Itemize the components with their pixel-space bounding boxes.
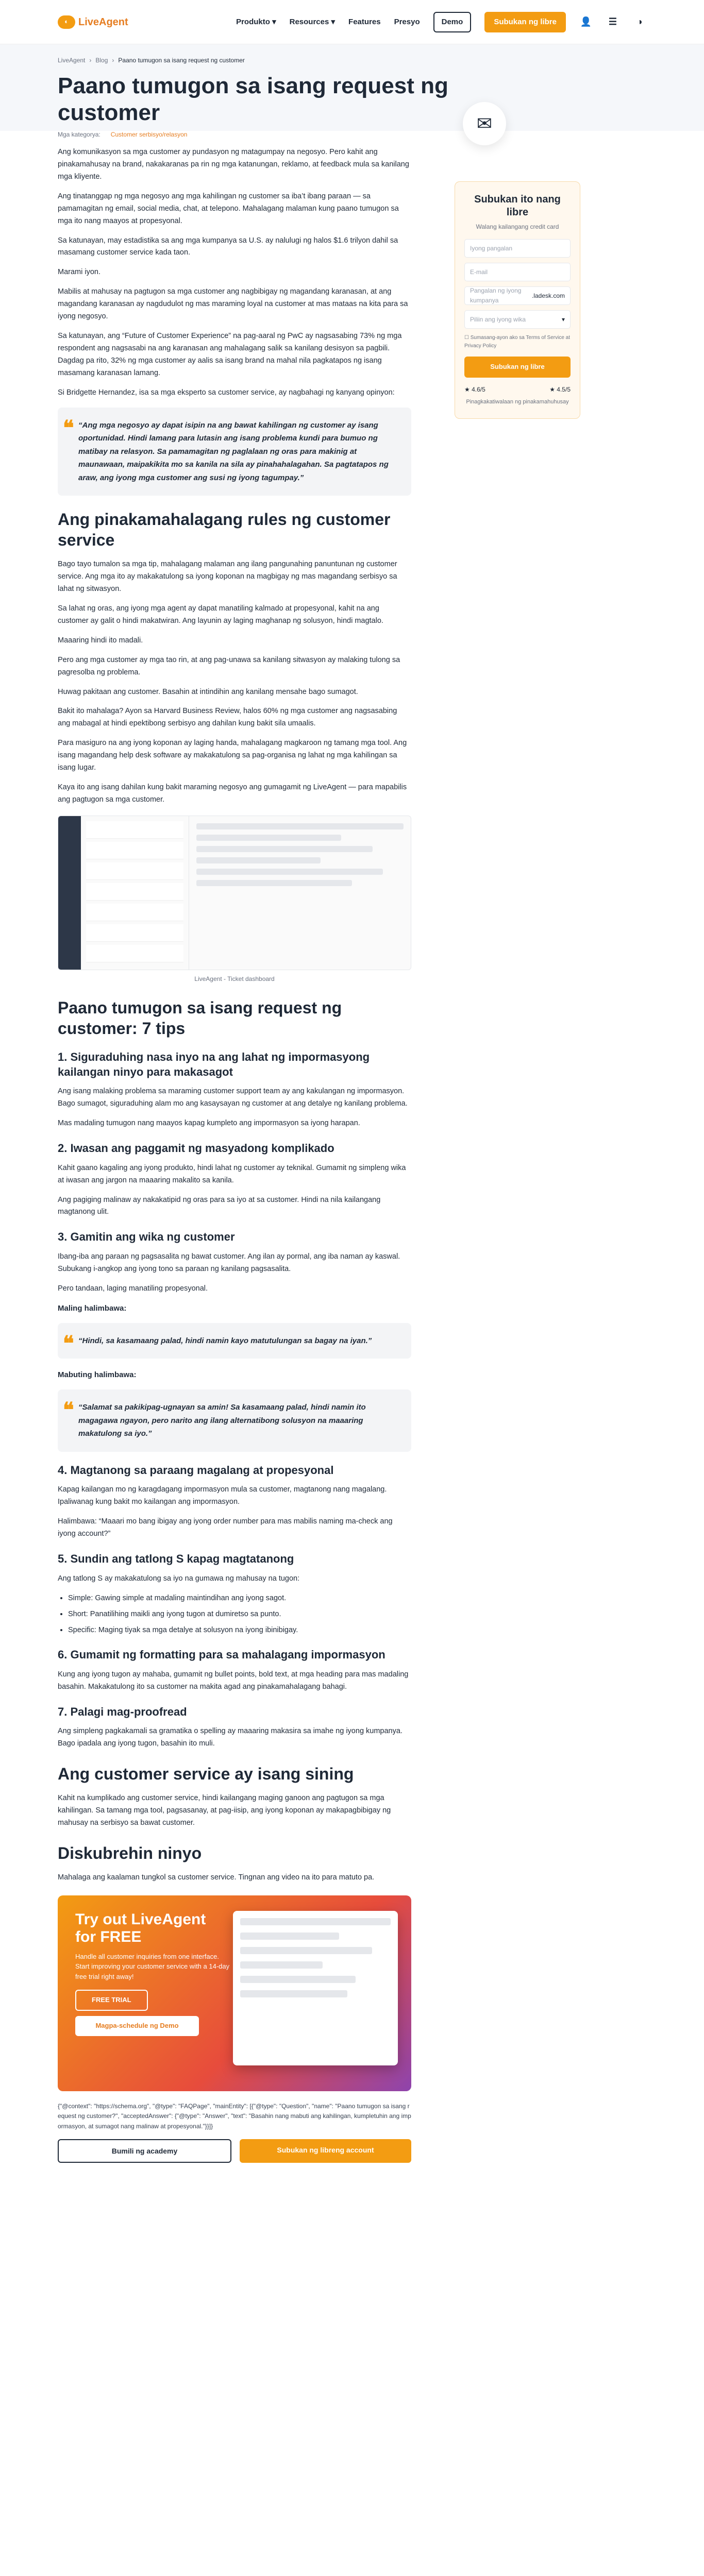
crumb-blog[interactable]: Blog [95, 57, 108, 64]
nav-resources[interactable]: Resources ▾ [289, 17, 336, 26]
domain-suffix: .ladesk.com [531, 292, 565, 299]
trial-button[interactable]: Subukan ng libre [484, 12, 566, 32]
section-heading: Diskubrehin ninyo [58, 1843, 202, 1862]
quote-block [58, 1323, 411, 1359]
figure-caption: LiveAgent - Ticket dashboard [194, 975, 275, 982]
tip-heading: 7. Palagi mag-proofread [58, 1705, 187, 1718]
nav-features[interactable]: Features [348, 17, 381, 26]
paragraph: Ang komunikasyon sa mga customer ay pundasyon ng matagumpay na negosyo. Pero kahit ang pinakamahusay na brand, nakakaranas pa rin ng mga katanungan, reklamo, at feedback mula sa kanilang mga kliyente. [58, 148, 409, 181]
paragraph: Para masiguro na ang iyong koponan ay laging handa, mahalagang magkaroon ng tamang mga tool. Ang isang magandang help desk software ay makakatulong sa pag-organisa ng lahat ng mga kahilingan sa isang lugar. [58, 739, 407, 772]
example-label: Maling halimbawa: [58, 1303, 127, 1313]
banner-text: Handle all customer inquiries from one interface. Start improving your customer service with a 14-day free trial right away! [75, 1952, 230, 1980]
paragraph: Marami iyon. [58, 268, 100, 277]
cta-row [58, 2139, 411, 2163]
hero [0, 44, 704, 134]
paragraph: Ang tinatanggap ng mga negosyo ang mga kahilingan ng customer sa iba’t ibang paraan — sa pamamagitan ng email, social media, chat, at telepono. Mahalagang malaman kung paano tumugon sa mga ito nang maayos at propesyonal. [58, 192, 399, 225]
schema-text: {"@context": "https://schema.org", "@type": "FAQPage", "mainEntity": [{"@type": "Question", "name": "Paano tumugon sa isang request ng customer?", "acceptedAnswer": {"@type": "Answer", "text": "Basahin nang mabuti ang kahilingan, kumpletuhin ang impormasyon, at sumagot nang malinaw at propesyonal."}}]} [58, 2102, 411, 2130]
article [58, 146, 411, 2163]
paragraph: Bago tayo tumalon sa mga tip, mahalagang malaman ang ilang pangunahing panuntunan ng customer service. Ang mga ito ay makakatulong sa iyong koponan na magbigay ng mas magandang serbisyo sa lahat ng sitwasyon. [58, 560, 397, 594]
paragraph: Kung ang iyong tugon ay mahaba, gumamit ng bullet points, bold text, at mga heading para mas madaling basahin. Makakatulong ito sa customer na makita agad ang pinakamahalagang bahagi. [58, 1670, 409, 1691]
trust-note: Pinagkakatiwalaan ng pinakamahuhusay [466, 399, 569, 405]
paragraph: Ang pagiging malinaw ay nakakatipid ng oras para sa iyo at sa customer. Hindi na nila kailangang magtanong ulit. [58, 1195, 381, 1216]
screenshot-figure[interactable] [58, 816, 411, 970]
g2-rating: ★ 4.5/5 [549, 385, 571, 393]
list-item: • Specific: Maging tiyak sa mga detalye at solusyon na iyong ibinibigay. [68, 1624, 411, 1636]
logo-text: LiveAgent [78, 16, 128, 28]
paragraph: Maaaring hindi ito madali. [58, 636, 143, 645]
list-item: • Short: Panatilihing maikli ang iyong tugon at dumiretso sa punto. [68, 1608, 411, 1620]
meta-label: Mga kategorya: [58, 131, 100, 138]
capterra-rating: ★ 4.6/5 [464, 385, 485, 393]
free-account-button[interactable]: Subukan ng libreng account [240, 2139, 411, 2163]
list-item: • Simple: Gawing simple at madaling maintindihan ang iyong sagot. [68, 1592, 411, 1604]
paragraph: Kapag kailangan mo ng karagdagang impormasyon mula sa customer, magtanong nang magalang. Ipaliwanag kung bakit mo kailangan ang impormasyon. [58, 1485, 387, 1506]
rating-row [464, 385, 571, 395]
tip-heading: 5. Sundin ang tatlong S kapag magtatanong [58, 1552, 294, 1565]
tip-heading: 4. Magtanong sa paraang magalang at propesyonal [58, 1463, 334, 1477]
quote-icon: ❝ [63, 1399, 74, 1422]
paragraph: Bakit ito mahalaga? Ayon sa Harvard Business Review, halos 60% ng mga customer ang nagsasabing ang mabagal at hindi epektibong serbisyo ang dahilan kung bakit sila umaalis. [58, 707, 397, 728]
name-field[interactable]: Iyong pangalan [464, 239, 571, 258]
paragraph: Huwag pakitaan ang customer. Basahin at intindihin ang kanilang mensahe bago sumagot. [58, 687, 358, 696]
nav-presyo[interactable]: Presyo [394, 17, 420, 26]
tip-heading: 6. Gumamit ng formatting para sa mahalagang impormasyon [58, 1648, 385, 1662]
page-title: Paano tumugon sa isang request ng customer [58, 73, 448, 126]
crumb-current: Paano tumugon sa isang request ng customer [118, 57, 245, 64]
paragraph: Ang isang malaking problema sa maraming customer support team ay ang kakulangan ng impormasyon. Bago sumagot, siguraduhing alam mo ang kasaysayan ng customer at ang detalye ng kanilang problema. [58, 1087, 408, 1108]
language-select[interactable]: Piliin ang iyong wika ▾ [464, 310, 571, 329]
paragraph: Sa katunayan, ang “Future of Customer Experience” na pag-aaral ng PwC ay nagsasabing 73% ng mga respondent ang nagsasabi na ang karanasan ang mahalagang salik sa kanilang desisyon sa pagbili. Dagdag pa rito, 32% ng mga customer ay aalis sa isang brand na mahal nila pagkatapos ng isang masamang karanasan lamang. [58, 332, 402, 377]
menu-icon[interactable]: ☰ [608, 16, 617, 27]
logo-mark-icon: ◐ [58, 15, 75, 29]
paragraph: Sa katunayan, may estadistika sa ang mga kumpanya sa U.S. ay nalulugi ng halos $1.6 trilyon dahil sa masamang customer service kada taon. [58, 236, 398, 257]
paragraph: Ang simpleng pagkakamali sa gramatika o spelling ay maaaring makasira sa imahe ng iyong kumpanya. Bago ipadala ang iyong tugon, basahin ito muli. [58, 1727, 403, 1748]
signup-sidebar [455, 181, 580, 419]
paragraph: Ibang-iba ang paraan ng pagsasalita ng bawat customer. Ang ilan ay pormal, ang iba naman ay kaswal. Subukang i-angkop ang iyong tono sa paraan ng kanilang pagsasalita. [58, 1252, 400, 1273]
banner-demo-button[interactable]: Magpa-schedule ng Demo [75, 2016, 199, 2036]
quote-block [58, 1389, 411, 1452]
meta-category[interactable]: Customer serbisyo/relasyon [110, 131, 188, 138]
crumb-home[interactable]: LiveAgent [58, 57, 86, 64]
trial-banner [58, 1895, 411, 2091]
quote-block [58, 408, 411, 496]
sidebar-submit-button[interactable]: Subukan ng libre [464, 357, 571, 378]
paragraph: Kahit na kumplikado ang customer service, hindi kailangang maging ganoon ang pagtugon sa mga kahilingan. Sa tamang mga tool, pagsasanay, at pag-iisip, ang iyong koponan ay makapagbibigay ng mahusay na serbisyo sa bawat customer. [58, 1793, 391, 1827]
example-label: Mabuting halimbawa: [58, 1370, 137, 1380]
paragraph: Mabilis at mahusay na pagtugon sa mga customer ang nagbibigay ng magandang karanasan, at ang magandang karanasan ay nagdudulot ng mas maraming loyal na customer at mas mataas na kita para sa iyong negosyo. [58, 287, 408, 321]
post-meta [58, 130, 187, 140]
three-s-list [68, 1592, 411, 1637]
breadcrumb: LiveAgent › Blog › Paano tumugon sa isang request ng customer [58, 56, 646, 65]
language-flag-icon[interactable]: ◑ [636, 16, 643, 27]
quote-text: “Hindi, sa kasamaang palad, hindi namin kayo matutulungan sa bagay na iyan.” [78, 1336, 372, 1345]
paragraph: Sa lahat ng oras, ang iyong mga agent ay dapat manatiling kalmado at propesyonal, kahit na ang customer ay galit o hindi makatwiran. Ang layunin ay laging maghanap ng solusyon, hindi magtalo. [58, 604, 383, 625]
company-field[interactable]: Pangalan ng iyong kumpanya .ladesk.com [464, 286, 571, 305]
section-heading: Paano tumugon sa isang request ng customer: 7 tips [58, 998, 342, 1038]
academy-button[interactable]: Bumili ng academy [58, 2139, 231, 2163]
paragraph: Mahalaga ang kaalaman tungkol sa customer service. Tingnan ang video na ito para matuto pa. [58, 1873, 375, 1882]
paragraph: Ang tatlong S ay makakatulong sa iyo na gumawa ng mahusay na tugon: [58, 1574, 300, 1583]
sidebar-subtitle: Walang kailangang credit card [476, 223, 559, 230]
paragraph: Pero ang mga customer ay mga tao rin, at ang pag-unawa sa kanilang sitwasyon ay malaking tulong sa pagresolba ng problema. [58, 655, 400, 676]
banner-free-trial-button[interactable]: FREE TRIAL [75, 1990, 148, 2011]
quote-text: “Ang mga negosyo ay dapat isipin na ang bawat kahilingan ng customer ay isang oportunidad. Hindi lamang para lutasin ang isang problema kundi para bumuo ng matibay na relasyon. Sa pamamagitan ng paglalaan ng oras para makinig at maunawaan, maipakikita mo sa kanila na sila ay pinahahalagahan. Sa pagtatapos ng araw, ang iyong mga customer ang susi ng iyong tagumpay.” [78, 420, 389, 482]
terms-checkbox[interactable]: ☐ Sumasang-ayon ako sa Terms of Service at Privacy Policy [464, 335, 570, 349]
paragraph: Pero tandaan, laging manatiling propesyonal. [58, 1284, 208, 1293]
app-preview-image [233, 1911, 398, 2065]
top-nav [0, 0, 704, 44]
paragraph: Si Bridgette Hernandez, isa sa mga eksperto sa customer service, ay nagbahagi ng kanyang opinyon: [58, 388, 395, 397]
nav-produkto[interactable]: Produkto ▾ [236, 17, 276, 26]
quote-text: “Salamat sa pakikipag-ugnayan sa amin! Sa kasamaang palad, hindi namin ito magagawa ngayon, pero narito ang ilang alternatibong solusyon na maaaring makatulong sa iyo.” [78, 1403, 366, 1438]
tip-heading: 3. Gamitin ang wika ng customer [58, 1230, 235, 1244]
paragraph: Kahit gaano kagaling ang iyong produkto, hindi lahat ng customer ay teknikal. Gumamit ng simpleng wika at iwasan ang jargon na maaaring makalito sa kanila. [58, 1163, 406, 1184]
email-icon: ✉ [463, 102, 506, 145]
sidebar-title: Subukan ito nang libre [474, 194, 561, 218]
demo-button[interactable]: Demo [433, 12, 472, 32]
paragraph: Kaya ito ang isang dahilan kung bakit maraming negosyo ang gumagamit ng LiveAgent — para mapabilis ang pagtugon sa mga customer. [58, 783, 407, 804]
quote-icon: ❝ [63, 416, 74, 439]
paragraph: Mas madaling tumugon nang maayos kapag kumpleto ang impormasyon sa iyong harapan. [58, 1119, 360, 1128]
user-icon[interactable]: 👤 [580, 16, 592, 27]
quote-icon: ❝ [63, 1332, 74, 1355]
tip-heading: 2. Iwasan ang paggamit ng masyadong komplikado [58, 1142, 334, 1155]
banner-title: Try out LiveAgent for FREE [75, 1910, 206, 1946]
section-heading: Ang pinakamahalagang rules ng customer service [58, 510, 391, 550]
tip-heading: 1. Siguraduhing nasa inyo na ang lahat ng impormasyong kailangan ninyo para makasagot [58, 1050, 370, 1078]
logo[interactable] [58, 14, 128, 30]
email-field[interactable]: E-mail [464, 263, 571, 281]
section-heading: Ang customer service ay isang sining [58, 1764, 354, 1783]
paragraph: Halimbawa: “Maaari mo bang ibigay ang iyong order number para mas mabilis naming ma-check ang iyong account?” [58, 1517, 393, 1538]
